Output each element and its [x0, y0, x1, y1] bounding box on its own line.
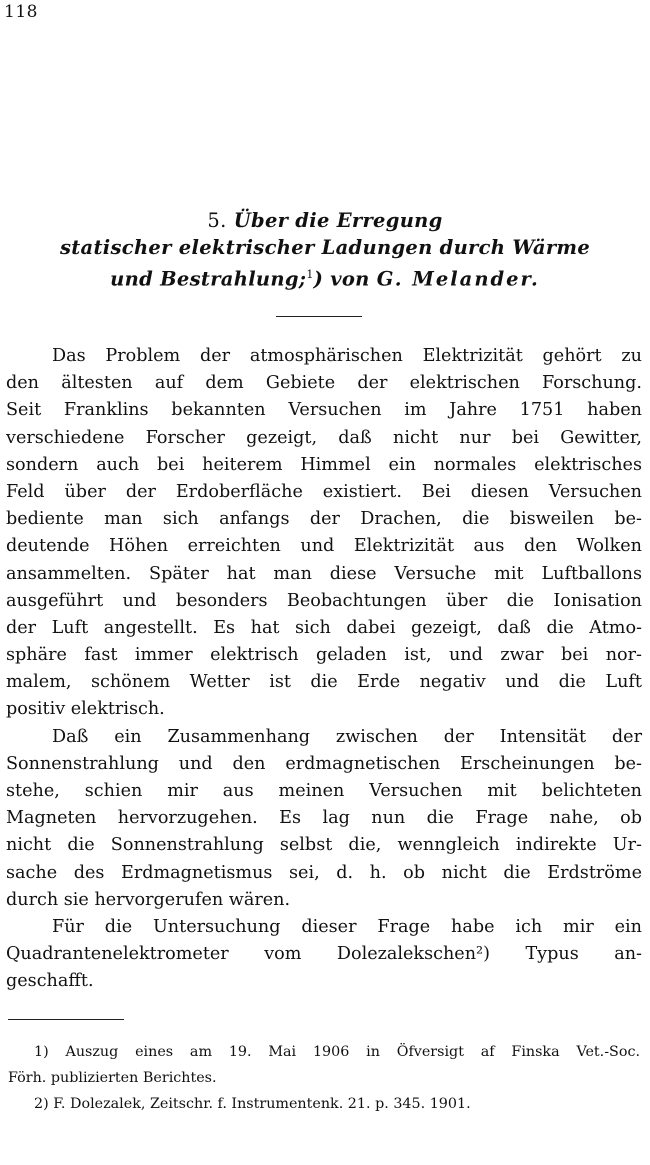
- title-line-3: [0, 261, 650, 293]
- title-footnote-ref: 1: [306, 268, 314, 281]
- body-line: nicht die Sonnenstrahlung selbst die, wenngleich indirekte Ur-: [6, 835, 642, 856]
- body-line: sphäre fast immer elektrisch geladen ist, und zwar bei nor-: [6, 645, 642, 666]
- body-line: Für die Untersuchung dieser Frage habe ich mir ein: [52, 916, 642, 937]
- body-line: Daß ein Zusammenhang zwischen der Intensität der: [52, 726, 642, 747]
- body-line: positiv elektrisch.: [6, 699, 165, 720]
- body-line: sondern auch bei heiterem Himmel ein normales elektrisches: [6, 454, 642, 475]
- article-number: 5.: [207, 209, 227, 232]
- article-body: [6, 343, 642, 996]
- body-line: Seit Franklins bekannten Versuchen im Jahre 1751 haben: [6, 400, 642, 421]
- body-line: verschiedene Forscher gezeigt, daß nicht nur bei Gewitter,: [6, 427, 642, 448]
- body-line: stehe, schien mir aus meinen Versuchen mit belichteten: [6, 781, 642, 801]
- body-line: Magneten hervorzugehen. Es lag nun die Frage nahe, ob: [6, 808, 642, 829]
- body-line: bediente man sich anfangs der Drachen, die bisweilen be-: [6, 509, 642, 530]
- author-name: G. Melander.: [376, 267, 540, 291]
- body-line: Sonnenstrahlung und den erdmagnetischen Erscheinungen be-: [6, 753, 642, 774]
- body-line: ausgeführt und besonders Beobachtungen über die Ionisation: [6, 590, 642, 611]
- title-line-1: [0, 207, 650, 234]
- title-line-3-von: ) von: [313, 267, 370, 291]
- title-divider: [276, 316, 362, 317]
- title-line-1-text: Über die Erregung: [233, 209, 443, 232]
- body-line: Das Problem der atmosphärischen Elektrizität gehört zu: [52, 346, 642, 366]
- body-line: sache des Erdmagnetismus sei, d. h. ob nicht die Erdströme: [6, 862, 642, 883]
- footnote-line: 1) Auszug eines am 19. Mai 1906 in Öfversigt af Finska Vet.-Soc.: [34, 1044, 640, 1060]
- body-line: ansammelten. Später hat man diese Versuche mit Luftballons: [6, 563, 642, 584]
- body-line: Quadrantenelektrometer vom Dolezalekschen²) Typus an-: [6, 944, 642, 965]
- body-line: Feld über der Erdoberfläche existiert. Bei diesen Versuchen: [6, 481, 642, 502]
- footnote-line: 2) F. Dolezalek, Zeitschr. f. Instrumentenk. 21. p. 345. 1901.: [34, 1096, 471, 1112]
- body-line: durch sie hervorgerufen wären.: [6, 889, 291, 910]
- body-line: geschafft.: [6, 971, 94, 992]
- footnote-divider: [8, 1019, 124, 1020]
- title-line-2: statischer elektrischer Ladungen durch Wärme: [59, 236, 591, 259]
- body-line: malem, schönem Wetter ist die Erde negativ und die Luft: [6, 672, 642, 693]
- body-line: den ältesten auf dem Gebiete der elektrischen Forschung.: [6, 373, 642, 394]
- footnotes: [8, 1039, 640, 1117]
- footnote-line: Förh. publizierten Berichtes.: [8, 1070, 217, 1086]
- article-title: [0, 207, 650, 293]
- body-line: der Luft angestellt. Es hat sich dabei gezeigt, daß die Atmo-: [6, 617, 642, 638]
- body-line: deutende Höhen erreichten und Elektrizität aus den Wolken: [6, 536, 642, 557]
- page-number: 118: [4, 2, 38, 22]
- title-line-3-text: und Bestrahlung;: [110, 267, 307, 291]
